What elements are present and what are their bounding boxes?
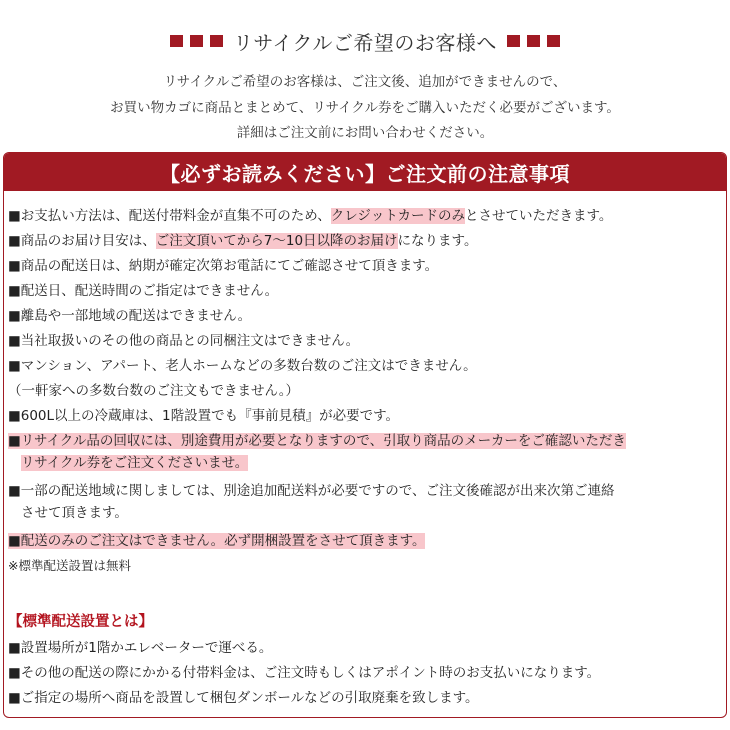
notice-item-payment	[8, 205, 612, 227]
highlight-delivery-time: ご注文頂いてから7〜10日以降のお届け	[155, 233, 398, 249]
title-markers-left	[170, 35, 223, 47]
intro-line: お買い物カゴに商品とまとめて、リサイクル券をご購入いただく必要がございます。	[110, 99, 620, 116]
notice-item-bundling: ■当社取扱いのその他の商品との同梱注文はできません。	[8, 333, 360, 349]
notice-item-bulk-orders: ■マンション、アパート、老人ホームなどの多数台数のご注文はできません。	[8, 358, 477, 374]
notice-note: ※標準配送設置は無料	[8, 558, 131, 573]
intro-text	[0, 70, 730, 147]
standard-item: ■その他の配送の際にかかる付帯料金は、ご注文時もしくはアポイント時のお支払いになります。	[8, 665, 601, 681]
square-marker-icon	[170, 35, 183, 47]
intro-line: 詳細はご注文前にお問い合わせください。	[236, 125, 494, 141]
notice-text: させて頂きます。	[21, 505, 128, 521]
title-text: リサイクルご希望のお客様へ	[233, 30, 497, 55]
highlight-recycle-line2: リサイクル券をご注文くださいませ。	[21, 455, 249, 471]
notice-item-installation	[8, 530, 425, 552]
notice-text: になります。	[397, 233, 478, 249]
notice-item-delivery-estimate	[8, 230, 477, 252]
notice-box	[3, 152, 727, 718]
highlight-recycle-line1: ■リサイクル品の回収には、別途費用が必要となりますので、引取り商品のメーカーをご確認いただき	[8, 433, 626, 449]
square-marker-icon	[210, 35, 223, 47]
square-marker-icon	[547, 35, 560, 47]
notice-text: とさせていただきます。	[464, 208, 613, 224]
highlight-installation: ■配送のみのご注文はできません。必ず開梱設置をさせて頂きます。	[8, 533, 426, 549]
highlight-credit-card: クレジットカードのみ	[330, 208, 465, 224]
standard-item: ■ご指定の場所へ商品を設置して梱包ダンボールなどの引取廃棄を致します。	[8, 690, 479, 706]
notice-item-large-fridge: ■600L以上の冷蔵庫は、1階設置でも『事前見積』が必要です。	[8, 408, 400, 424]
notice-text: ■商品のお届け目安は、	[8, 233, 156, 249]
notice-item-no-time-spec: ■配送日、配送時間のご指定はできません。	[8, 283, 279, 299]
notice-text: ■お支払い方法は、配送付帯料金が直集不可のため、	[8, 208, 331, 224]
notice-item-bulk-orders-sub: （一軒家への多数台数のご注文もできません。）	[8, 383, 300, 399]
notice-item-delivery-date: ■商品の配送日は、納期が確定次第お電話にてご確認させて頂きます。	[8, 258, 439, 274]
page-title	[0, 26, 730, 56]
standard-heading: 【標準配送設置とは】	[8, 614, 153, 630]
intro-line: リサイクルご希望のお客様は、ご注文後、追加ができませんので、	[163, 74, 567, 90]
notice-item-remote-areas: ■離島や一部地域の配送はできません。	[8, 308, 252, 324]
title-markers-right	[507, 35, 560, 47]
notice-header: 【必ずお読みください】ご注文前の注意事項	[4, 153, 726, 191]
square-marker-icon	[527, 35, 540, 47]
square-marker-icon	[190, 35, 203, 47]
standard-item: ■設置場所が1階かエレベーターで運べる。	[8, 640, 273, 656]
notice-text: ■一部の配送地域に関しましては、別途追加配送料が必要ですので、ご注文後確認が出来次第ご連絡	[8, 483, 615, 499]
notice-item-recycle	[8, 430, 626, 474]
square-marker-icon	[507, 35, 520, 47]
notice-item-extra-fee	[8, 480, 614, 524]
